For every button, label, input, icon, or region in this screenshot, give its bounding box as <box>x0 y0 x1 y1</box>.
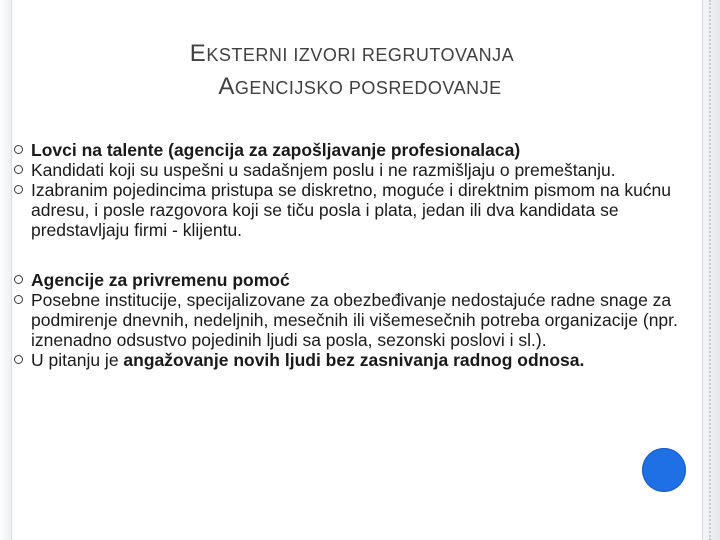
bullet-circle-icon <box>14 275 23 284</box>
list-item <box>14 270 689 290</box>
list-item <box>14 180 689 240</box>
list-item-text: Agencije za privremenu pomoć <box>31 270 290 290</box>
title-line-1-rest: KSTERNI IZVORI REGRUTOVANJA <box>206 45 515 65</box>
list-item <box>14 140 689 160</box>
slide-title <box>0 40 720 102</box>
title-line-2-rest: GENCIJSKO POSREDOVANJE <box>234 78 502 98</box>
blue-circle-decoration <box>642 448 686 492</box>
list-item-emphasis: angažovanje novih ljudi bez zasnivanja radnog odnosa. <box>123 350 585 370</box>
bullet-group-headhunters <box>14 140 689 240</box>
bullet-circle-icon <box>14 165 23 174</box>
list-item-text: Kandidati koji su uspešni u sadašnjem poslu i ne razmišljaju o premeštanju. <box>31 160 616 180</box>
bullet-group-temp-agencies <box>14 270 689 370</box>
list-item <box>14 350 689 370</box>
bullet-circle-icon <box>14 185 23 194</box>
bullet-circle-icon <box>14 355 23 364</box>
title-line-2 <box>0 73 720 102</box>
title-line-1-initial: E <box>189 40 207 67</box>
list-item <box>14 290 689 350</box>
bullet-circle-icon <box>14 145 23 154</box>
title-line-2-initial: A <box>218 73 235 100</box>
group-spacer <box>14 240 689 270</box>
list-item-prefix: U pitanju je <box>31 350 124 370</box>
bullet-circle-icon <box>14 295 23 304</box>
list-item-text: Posebne institucije, specijalizovane za obezbeđivanje nedostajuće radne snage za podmirenje dnevnih, nedeljnih, mesečnih ili višemesečnih potreba organizacije (npr. iznenadno odsustvo pojedinih ljudi sa posla, sezonski poslovi i sl.). <box>31 290 678 350</box>
slide-content <box>14 140 689 370</box>
list-item-text: Lovci na talente (agencija za zapošljavanje profesionalaca) <box>31 140 521 160</box>
title-line-1 <box>0 40 720 69</box>
list-item <box>14 160 689 180</box>
list-item-text: Izabranim pojedincima pristupa se diskretno, moguće i direktnim pismom na kućnu adresu, i posle razgovora koji se tiču posla i plata, jedan ili dva kandidata se predstavljaju firmi - klijentu. <box>31 180 672 240</box>
